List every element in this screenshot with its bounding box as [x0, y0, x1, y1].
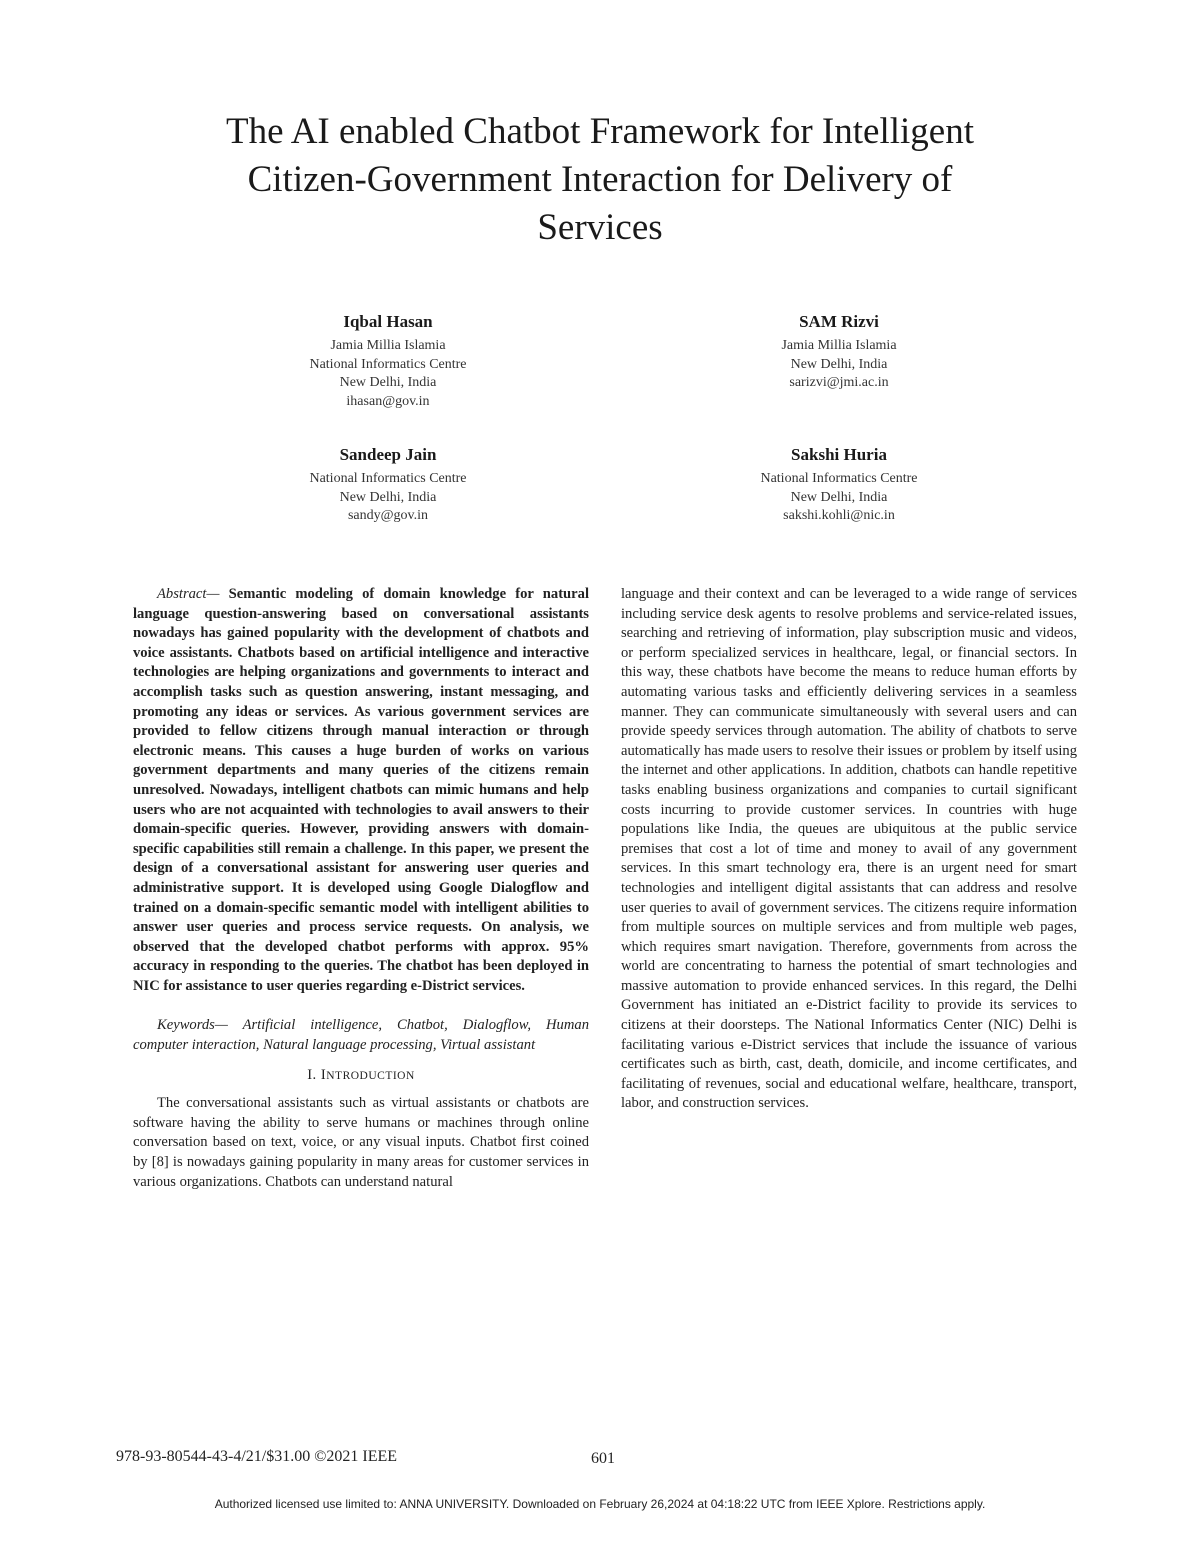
author-location: New Delhi, India	[339, 489, 437, 505]
author-email: sarizvi@jmi.ac.in	[789, 375, 889, 390]
author-email: sandy@gov.in	[347, 508, 429, 523]
section-heading-introduction	[133, 1066, 589, 1087]
author-name: Sandeep Jain	[339, 445, 437, 464]
author-block-2	[689, 311, 989, 393]
author-affiliation: National Informatics Centre	[760, 471, 918, 486]
author-affiliation: Jamia Millia Islamia	[330, 338, 446, 353]
title-line-1: The AI enabled Chatbot Framework for Intelligent	[225, 111, 974, 152]
abstract-text: Semantic modeling of domain knowledge for natural language question-answering based on conversational assistants nowadays has gained popularity with the development of chatbots and voice assistants. Chatbots based on artificial intelligence and interactive technologies are helping organizations and governments to interact and accomplish tasks such as question answering, instant messaging, and promoting any ideas or services. As various government services are provided to fellow citizens through manual interaction or through electronic means. This causes a huge burden of works on various government departments and many queries of the citizens remain unresolved. Nowadays, intelligent chatbots can mimic humans and help users who are not acquainted with technologies to avail answers to their domain-specific queries. However, providing answers with domain-specific capabilities still remain a challenge. In this paper, we present the design of a conversational assistant for answering user queries and administrative support. It is developed using Google Dialogflow and trained on a domain-specific semantic model with intelligent abilities to answer user queries and process service requests. On analysis, we observed that the developed chatbot performs with approx. 95% accuracy in responding to the queries. The chatbot has been deployed in NIC for assistance to user queries regarding e-District services.	[133, 586, 589, 994]
author-email: ihasan@gov.in	[346, 393, 430, 409]
author-affiliation: National Informatics Centre	[309, 471, 467, 486]
author-block-1	[238, 311, 538, 411]
keywords: Keywords— Artificial intelligence, Chatbot, Dialogflow, Human computer interaction, Natural language processing, Virtual assistant	[133, 1017, 589, 1054]
right-column	[621, 585, 1077, 1114]
intro-paragraph-right: language and their context and can be leveraged to a wide range of services including service desk agents to resolve problems and service-related issues, searching and retrieving of information, play subscription music and videos, or perform specialized services in healthcare, legal, or financial sectors. In this way, these chatbots have become the means to reduce human efforts by automating various tasks and efficiently delivering services in a seamless manner. They can communicate simultaneously with several users and can provide speedy services through automation. The ability of chatbots to serve automatically has made users to resolve their issues or problem by itself using the internet and other applications. In addition, chatbots can handle repetitive tasks enabling business organizations and companies to curtail significant costs incurring to provide customer services. In countries with huge populations like India, the queues are ubiquitous at the public service premises that cost a lot of time and money to avail of any government services. In this smart technology era, there is an urgent need for smart technologies and intelligent digital assistants that can address and resolve user queries to avail of government services. The citizens require information from multiple sources on multiple services and from multiple web pages, which requires smart navigation. Therefore, governments from across the world are concentrating to harness the potential of smart technologies and massive automation to provide enhanced services. In this regard, the Delhi Government has initiated an e-District facility to provide its services to citizens at their doorsteps. The National Informatics Center (NIC) Delhi is facilitating various e-District services that include the issuance of various certificates such as birth, cast, death, domicile, and income certificates, and facilitating of revenues, social and educational welfare, healthcare, transport, labor, and construction services.	[621, 586, 1077, 1112]
section-title-initial: I	[320, 1066, 327, 1083]
author-location: New Delhi, India	[790, 489, 888, 505]
author-location: New Delhi, India	[339, 375, 437, 390]
title-line-2: Citizen-Government Interaction for Delivery of	[247, 159, 953, 200]
license-notice: Authorized licensed use limited to: ANNA UNIVERSITY. Downloaded on February 26,2024 at 04:18:22 UTC from IEEE Xplore. Restrictions apply.	[214, 1497, 986, 1511]
author-affiliation: Jamia Millia Islamia	[781, 338, 897, 353]
title-line-3: Services	[537, 207, 663, 248]
author-name: Sakshi Huria	[791, 445, 887, 464]
author-affiliation: National Informatics Centre	[309, 356, 467, 372]
author-name: Iqbal Hasan	[343, 312, 433, 331]
author-block-3	[238, 444, 538, 526]
author-location: New Delhi, India	[790, 356, 888, 372]
abstract-label: Abstract—	[157, 586, 220, 602]
page-number: 601	[591, 1450, 615, 1467]
author-email: sakshi.kohli@nic.in	[783, 508, 895, 523]
abstract	[133, 585, 589, 996]
paper-title	[80, 108, 1120, 252]
author-name: SAM Rizvi	[799, 312, 879, 331]
left-column	[133, 585, 589, 1192]
intro-paragraph-left: The conversational assistants such as virtual assistants or chatbots are software having the ability to serve humans or machines through online conversation based on text, voice, or any visual inputs. Chatbot first coined by [8] is nowadays gaining popularity in many areas for customer services in various organizations. Chatbots can understand natural	[133, 1095, 589, 1190]
section-number: I.	[307, 1066, 317, 1083]
section-title-rest: NTRODUCTION	[326, 1069, 415, 1082]
author-block-4	[689, 444, 989, 526]
isbn-copyright: 978-93-80544-43-4/21/$31.00 ©2021 IEEE	[116, 1448, 398, 1465]
